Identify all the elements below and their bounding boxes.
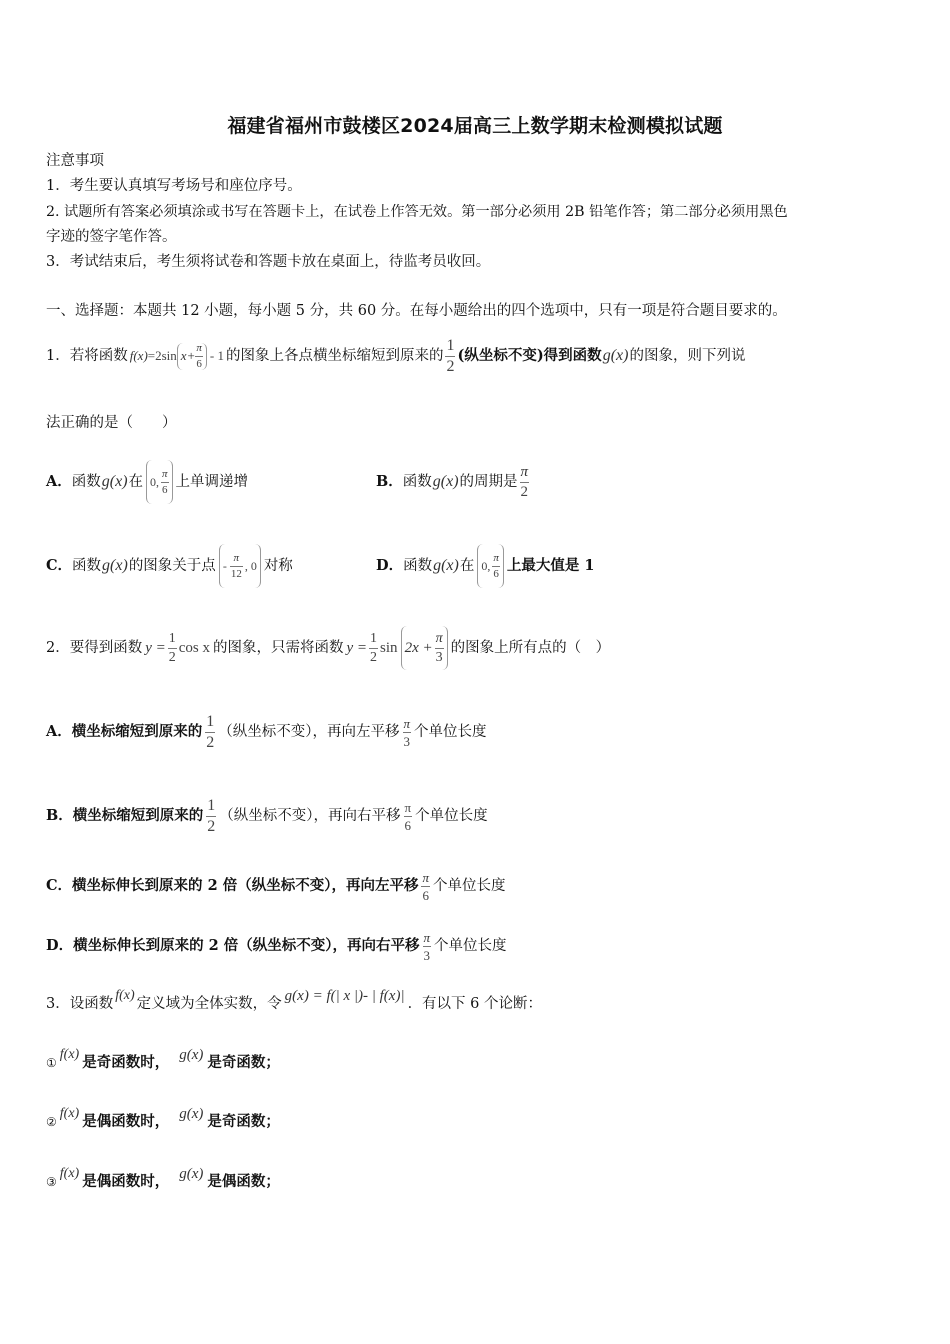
q1-stem-cont: 法正确的是（ ） [46,415,177,431]
notice-item-2: 2. 试题所有答案必须填涂或书写在答题卡上，在试卷上作答无效。第一部分必须用 2B 铅笔作答；第二部分必须用黑色 [46,204,788,220]
q2-option-b: B．横坐标缩短到原来的 $\frac{1}{2}$ （纵坐标不变），再向右平移 $\frac{\pi}{6}$ 个单位长度 [46,796,488,835]
q3-statement-3: ③ f(x) 是偶函数时， g(x) 是偶函数； [46,1166,280,1190]
q1-intro: 1．若将函数 [46,348,128,364]
notice-item-3: 3．考试结束后，考生须将试卷和答题卡放在桌面上，待监考员收回。 [46,254,491,270]
question-1-stem [46,326,745,386]
page-title: 福建省福州市鼓楼区2024届高三上数学期末检测模拟试题 [227,115,723,137]
q1-f-formula: f(x) =2sin x+ $\frac{\pi}{6}$ - 1 [129,341,224,370]
question-3-stem: 3．设函数 f(x) 定义域为全体实数，令 g(x) = f(| x |)- | f(x)| ．有以下 6 个论断： [46,988,543,1012]
q3-g-definition: g(x) = f(| x |)- | f(x)| [284,988,405,1004]
q1-option-a: A． 函数 g(x) 在 0, $\frac{\pi}{6}$ 上单调递增 [46,452,248,512]
q1-text-3: 的图象，则下列说 [629,348,746,364]
q2-option-d: D．横坐标伸长到原来的 2 倍（纵坐标不变），再向右平移 $\frac{\pi}{3}$ 个单位长度 [46,929,507,963]
question-2-stem: 2．要得到函数 y = $\frac{1}{2}$ cos x 的图象，只需将函数 y = $\frac{1}{2}$ sin 2x + $\frac{\pi}{3}$ 的图象上所有点的（ ） [46,618,610,678]
q1-g-symbol: g(x) [602,347,629,364]
q1-text-1: 的图象上各点横坐标缩短到原来的 [225,348,444,364]
notice-heading: 注意事项 [46,153,104,169]
q1-option-c: C． 函数 g(x) 的图象关于点 - $\frac{\pi}{12}$ , 0 对称 [46,536,293,596]
notice-item-2-cont: 字迹的签字笔作答。 [46,229,177,245]
q1-text-2: (纵坐标不变)得到函数 [457,347,602,364]
q1-option-b: B． 函数 g(x) 的周期是 $\frac{\pi}{2}$ [376,463,529,500]
q2-target-formula: y = $\frac{1}{2}$ cos x [145,630,211,665]
q2-source-formula: y = $\frac{1}{2}$ sin 2x + $\frac{\pi}{3}$ [347,626,448,670]
q3-f-symbol: f(x) [115,988,135,1003]
q1-option-d: D． 函数 g(x) 在 0, $\frac{\pi}{6}$ 上最大值是 1 [376,536,595,596]
q2-option-a: A．横坐标缩短到原来的 $\frac{1}{2}$ （纵坐标不变），再向左平移 $\frac{\pi}{3}$ 个单位长度 [46,712,487,751]
q1-half-fraction: $\frac{1}{2}$ [446,336,455,375]
q3-statement-2: ② f(x) 是偶函数时， g(x) 是奇函数； [46,1106,280,1130]
q2-option-c: C．横坐标伸长到原来的 2 倍（纵坐标不变），再向左平移 $\frac{\pi}{6}$ 个单位长度 [46,869,506,903]
section-heading: 一、选择题：本题共 12 小题，每小题 5 分，共 60 分。在每小题给出的四个选项中，只有一项是符合题目要求的。 [46,303,787,319]
q3-statement-1: ① f(x) 是奇函数时， g(x) 是奇函数； [46,1047,280,1071]
notice-item-1: 1．考生要认真填写考场号和座位序号。 [46,178,302,194]
